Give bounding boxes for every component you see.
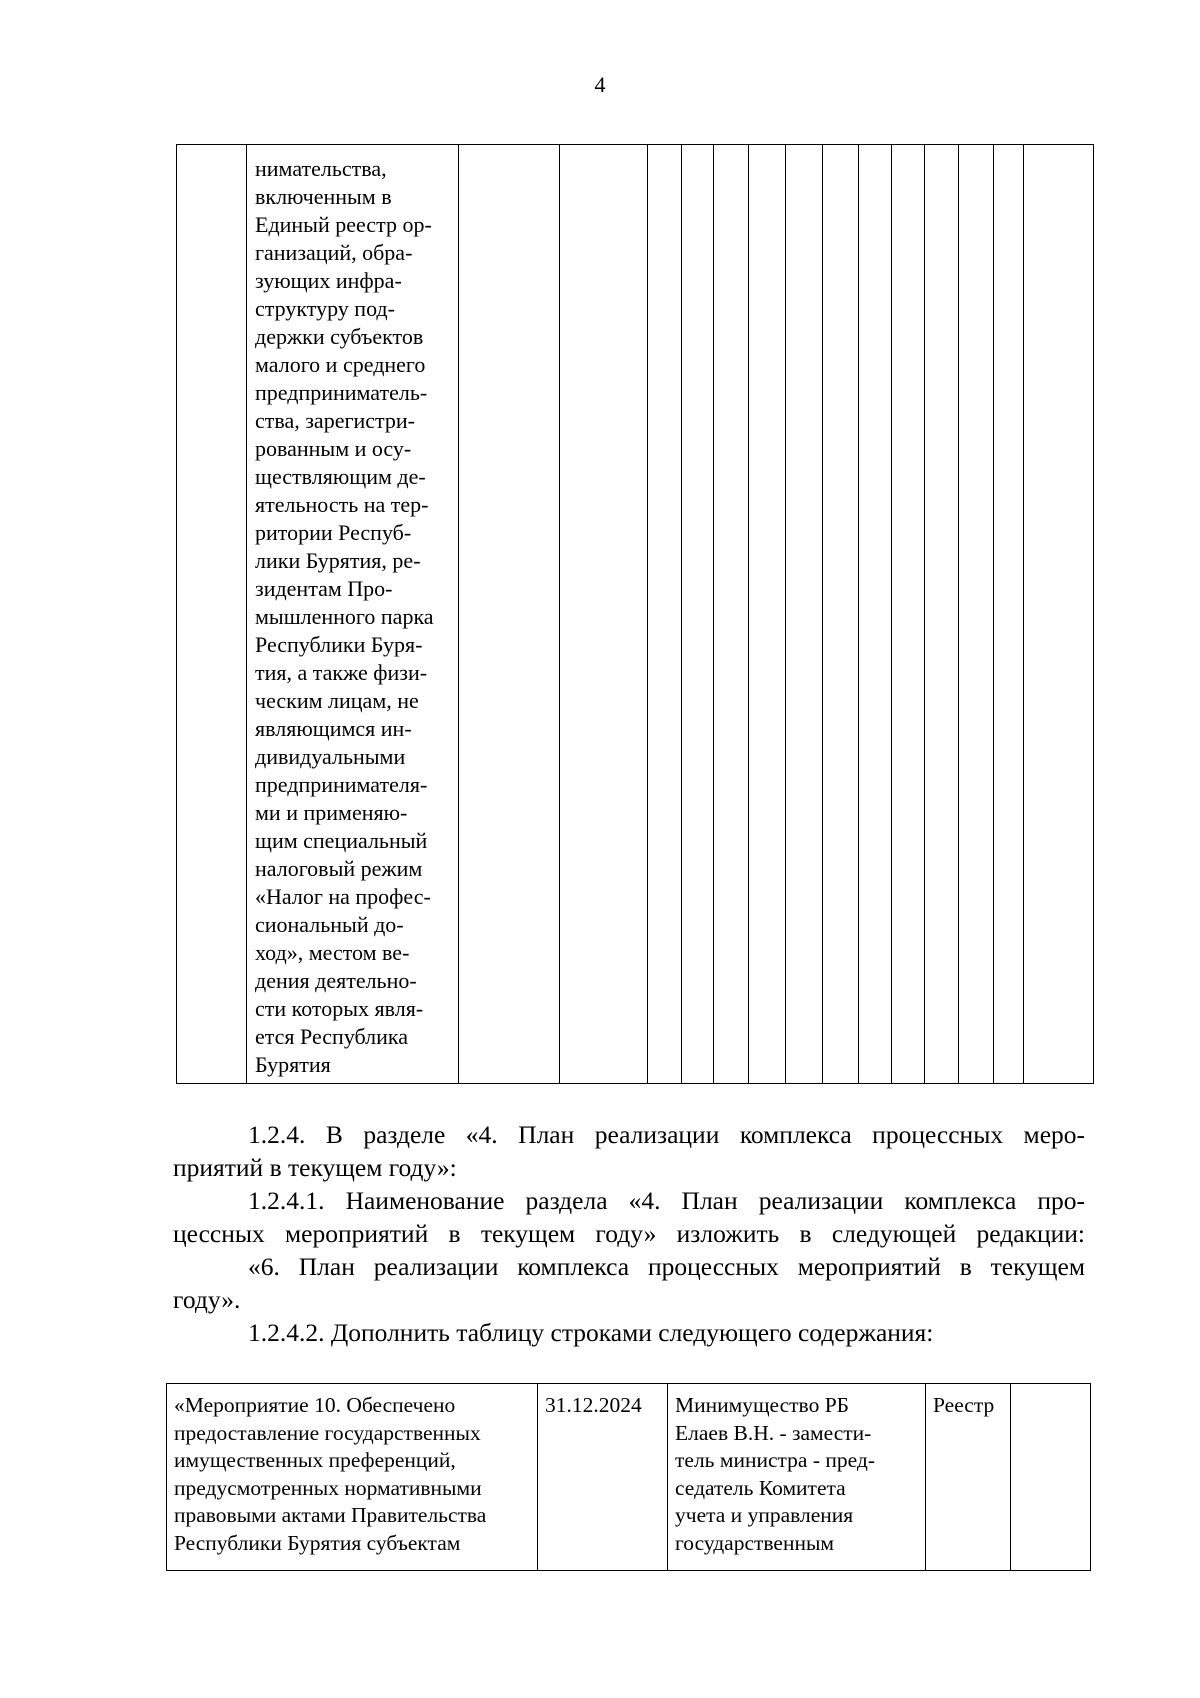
continuation-table (176, 144, 1094, 1084)
description-line: ется Республика (255, 1024, 409, 1049)
table-cell (786, 145, 823, 1084)
description-line: Республики Буря- (255, 632, 423, 657)
description-line: ятельность на тер- (255, 492, 429, 517)
description-line: являющимся ин- (255, 716, 412, 741)
paragraph-line: 1.2.4.1. Наименование раздела «4. План реализации комплекса про- (248, 1186, 1085, 1215)
responsible-cell (668, 1384, 926, 1571)
paragraph-line: «6. План реализации комплекса процессных мероприятий в текущем (248, 1252, 1085, 1281)
table-cell (648, 145, 682, 1084)
paragraph-line: году». (173, 1285, 241, 1314)
description-line: ческим лицам, не (255, 688, 419, 713)
table-cell (959, 145, 994, 1084)
paragraph-4 (173, 1316, 1085, 1349)
description-line: дения деятельно- (255, 968, 417, 993)
description-line: Единый реестр ор- (255, 212, 432, 237)
description-line: рованным и осу- (255, 436, 412, 461)
description-line: мышленного парка (255, 604, 434, 629)
description-line: ганизаций, обра- (255, 240, 413, 265)
description-line: предпринимателя- (255, 772, 428, 797)
description-line: «Налог на профес- (255, 884, 431, 909)
paragraph-line: 1.2.4.2. Дополнить таблицу строками следующего содержания: (248, 1318, 934, 1347)
description-line: зидентам Про- (255, 576, 393, 601)
description-line: ход», местом ве- (255, 940, 410, 965)
paragraph-2 (173, 1184, 1085, 1250)
event-line: предоставление государственных (174, 1420, 481, 1445)
table-cell (560, 145, 648, 1084)
description-line: сиональный до- (255, 912, 404, 937)
description-line: предприниматель- (255, 380, 428, 405)
table-cell (892, 145, 925, 1084)
table-cell (994, 145, 1024, 1084)
table-cell (925, 145, 959, 1084)
description-line: ществляющим де- (255, 464, 426, 489)
description-line: лики Бурятия, ре- (255, 548, 421, 573)
table-cell (714, 145, 749, 1084)
description-line: включенным в (255, 184, 392, 209)
description-line: зующих инфра- (255, 268, 402, 293)
responsible-text (675, 1392, 919, 1557)
description-line: ства, зарегистри- (255, 408, 416, 433)
description-line: ритории Респуб- (255, 520, 412, 545)
responsible-line: учета и управления (675, 1503, 854, 1527)
description-line: Бурятия (255, 1052, 331, 1077)
responsible-line: Минимущество РБ (675, 1393, 849, 1417)
responsible-line: седатель Комитета (675, 1475, 846, 1500)
paragraph-line: 1.2.4. В разделе «4. План реализации комплекса процессных меро- (248, 1120, 1085, 1149)
description-line: щим специальный (255, 828, 428, 853)
description-line: держки субъектов (255, 324, 424, 349)
event-text (174, 1392, 531, 1557)
table-cell (749, 145, 786, 1084)
event-line: Республики Бурятия субъектам (174, 1530, 461, 1555)
description-line: тия, а также физи- (255, 660, 428, 685)
table-cell (859, 145, 892, 1084)
body-text (173, 1118, 1085, 1349)
responsible-line: государственным (675, 1530, 835, 1555)
table-cell (1024, 145, 1094, 1084)
event-line: имущественных преференций, (174, 1448, 456, 1472)
extra-cell (1011, 1384, 1091, 1571)
description-line: сти которых явля- (255, 996, 424, 1021)
page-number: 4 (594, 72, 606, 97)
description-line: малого и среднего (255, 352, 426, 377)
responsible-line: Елаев В.Н. - замести- (675, 1420, 872, 1445)
description-line: структуру под- (255, 296, 395, 321)
event-cell (167, 1384, 538, 1571)
table-cell-number (177, 145, 247, 1084)
table-row (177, 145, 1094, 1084)
table-cell (459, 145, 560, 1084)
document-cell: Реестр (926, 1384, 1011, 1571)
added-rows-table (166, 1383, 1091, 1571)
description-text (247, 145, 458, 1079)
paragraph-line: цессных мероприятий в текущем году» изложить в следующей редакции: (173, 1219, 1085, 1248)
paragraph-1 (173, 1118, 1085, 1184)
event-line: «Мероприятие 10. Обеспечено (174, 1393, 456, 1417)
table-cell-description (247, 145, 459, 1084)
description-line: нимательства, (255, 156, 387, 181)
paragraph-line: приятий в текущем году»: (173, 1153, 457, 1182)
table-row (167, 1384, 1091, 1571)
table-cell (823, 145, 859, 1084)
event-line: правовыми актами Правительства (174, 1503, 487, 1527)
description-line: налоговый режим (255, 856, 423, 881)
responsible-line: тель министра - пред- (675, 1448, 875, 1472)
date-cell: 31.12.2024 (538, 1384, 668, 1571)
description-line: ми и применяю- (255, 800, 408, 825)
event-line: предусмотренных нормативными (174, 1475, 482, 1500)
table-cell (682, 145, 714, 1084)
description-line: дивидуальными (255, 744, 406, 769)
paragraph-3 (173, 1250, 1085, 1316)
